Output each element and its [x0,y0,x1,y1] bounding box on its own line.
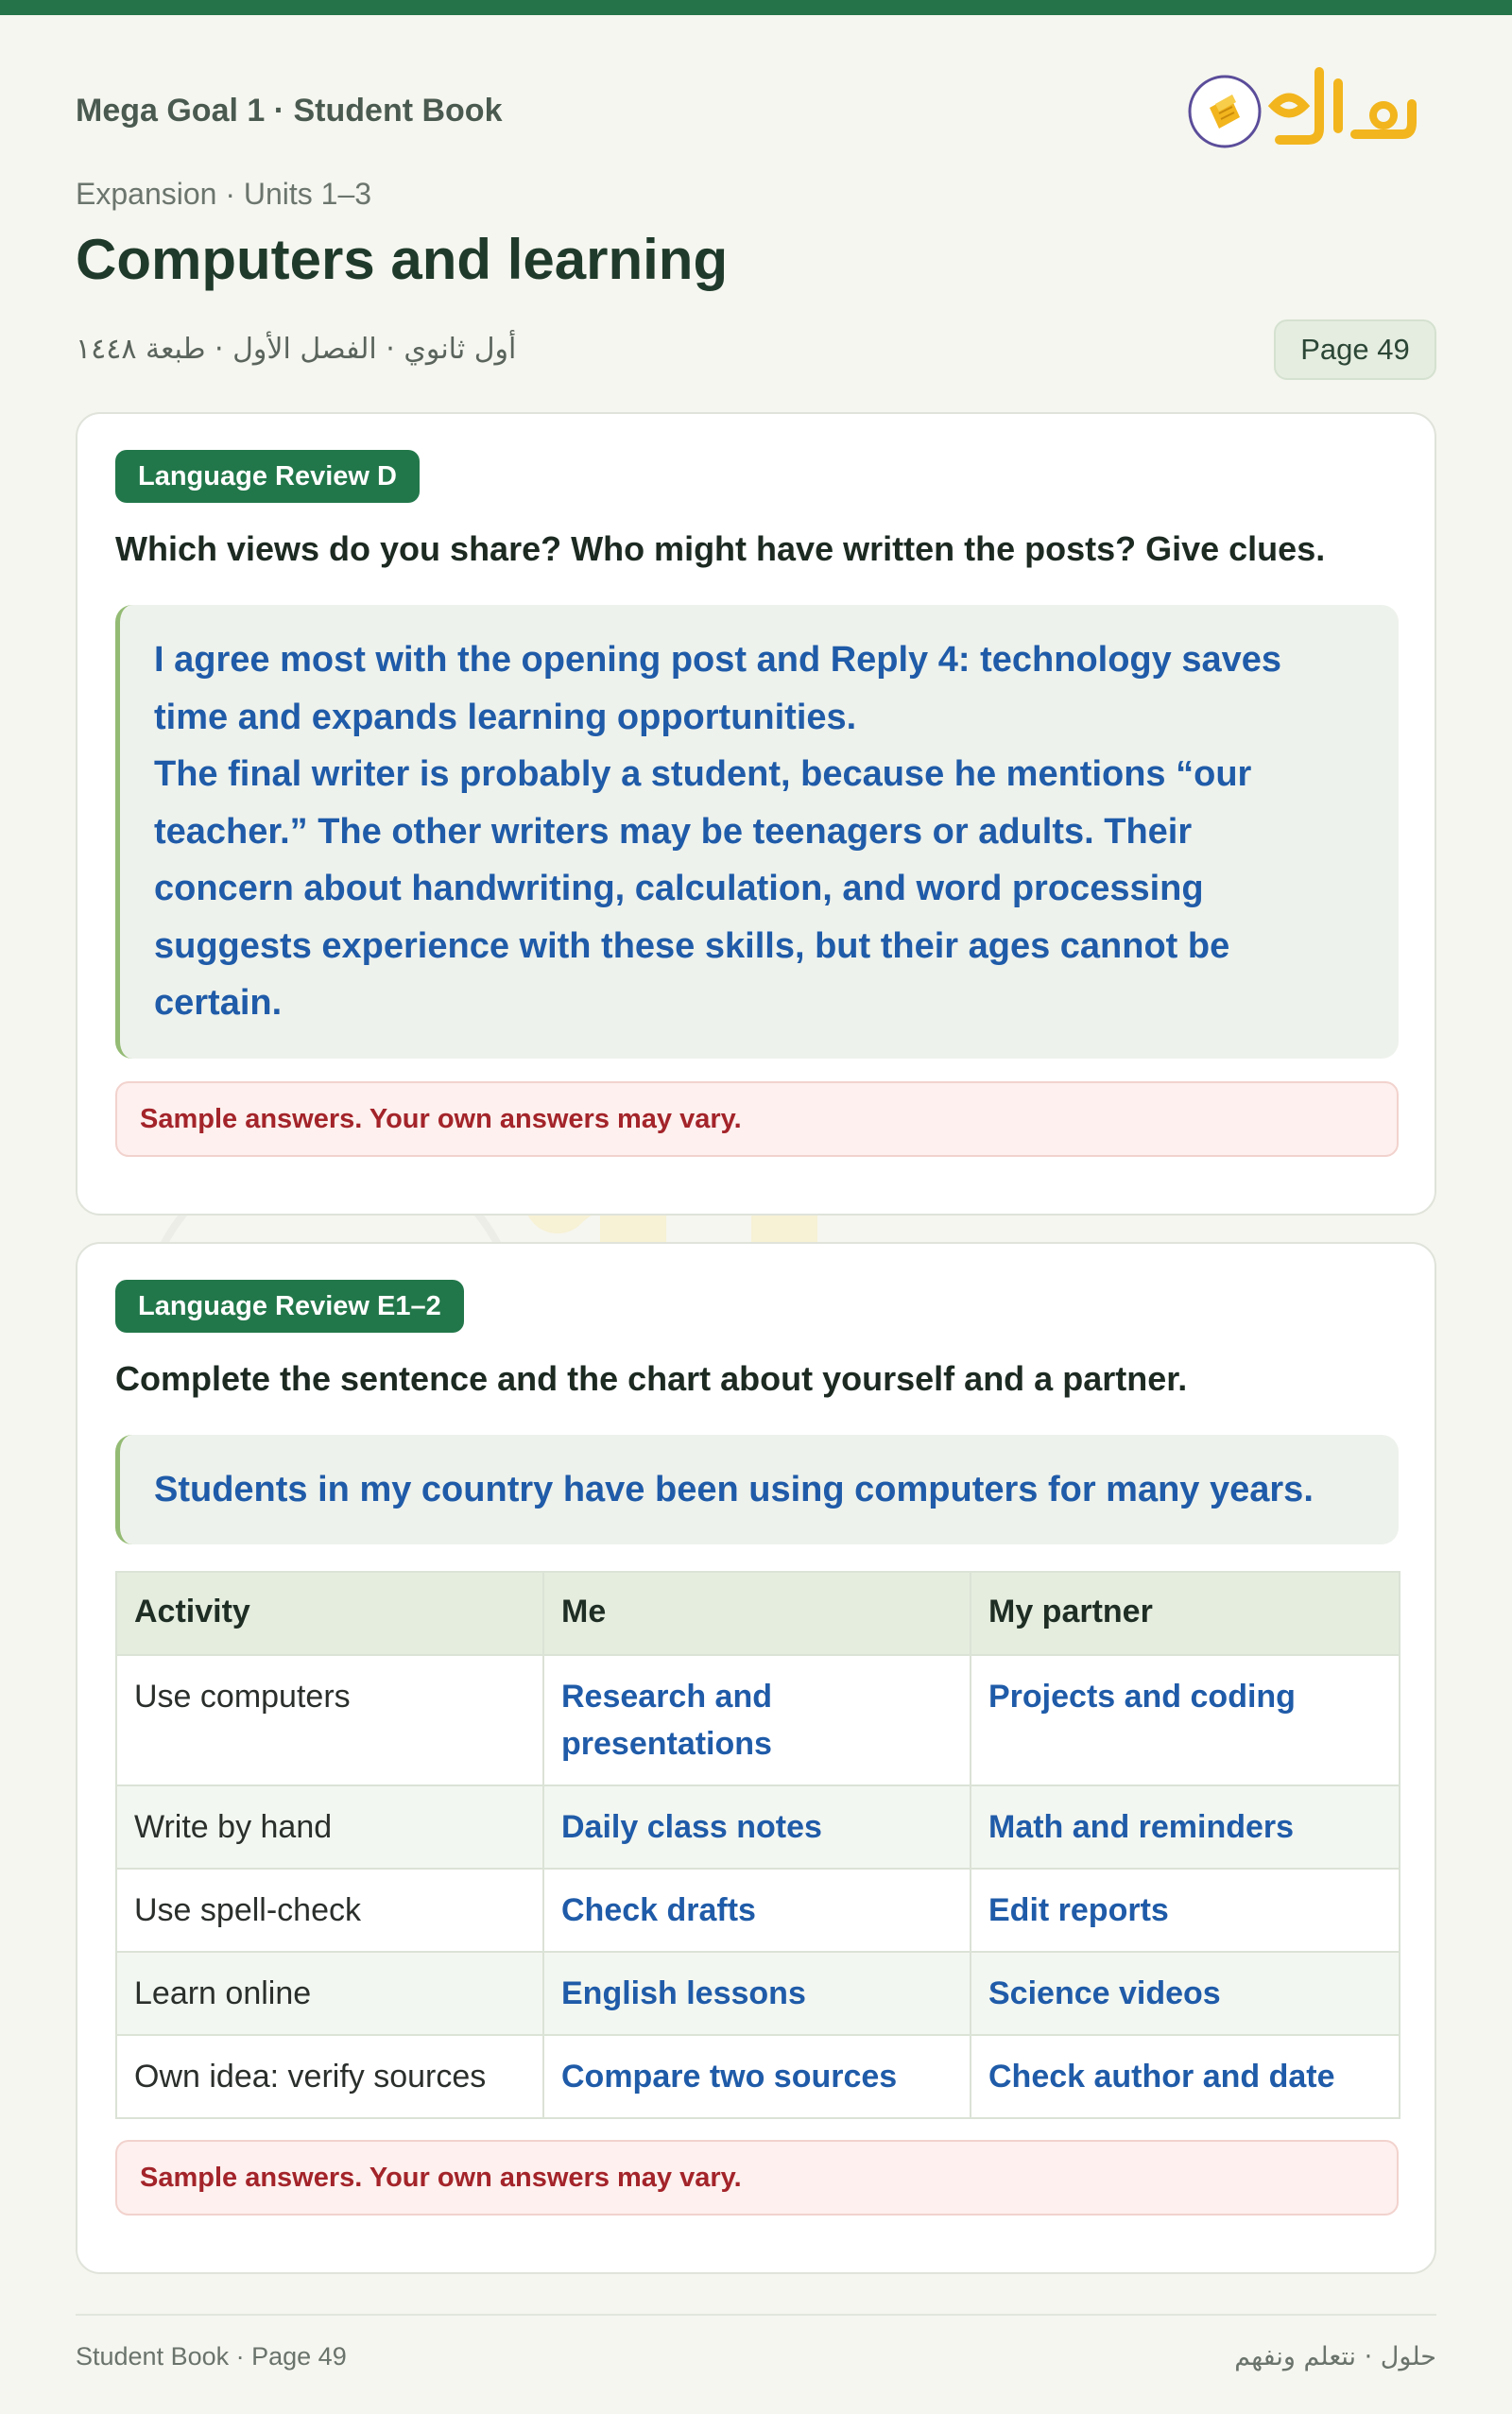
me-cell: English lessons [543,1952,971,2035]
arabic-grade-meta: أول ثانوي · الفصل الأول · طبعة ١٤٤٨ [76,333,517,366]
table-row [116,2035,1400,2118]
activity-cell: Use computers [116,1655,543,1785]
answer-line: certain. [154,983,283,1023]
page-title: Computers and learning [76,228,729,291]
me-cell: Daily class notes [543,1785,971,1869]
question-text: Complete the sentence and the chart about yourself and a partner. [115,1359,1188,1398]
answer-line: teacher.” The other writers may be teenagers or adults. Their [154,811,1193,852]
answer-box [115,605,1399,1059]
partner-cell: Check author and date [971,2035,1400,2118]
activity-cell: Own idea: verify sources [116,2035,543,2118]
table-row [116,1655,1400,1785]
me-cell: Check drafts [543,1869,971,1952]
footer-tagline: حلول · نتعلم ونفهم [1234,2342,1436,2371]
activity-chart [115,1571,1400,2119]
me-cell: Research and presentations [543,1655,971,1785]
answer-line: I agree most with the opening post and Reply 4: technology saves [154,640,1281,680]
answer-line: Students in my country have been using computers for many years. [154,1469,1314,1509]
sample-answers-note: Sample answers. Your own answers may vary. [115,1081,1399,1157]
table-row [116,1785,1400,1869]
answer-line: concern about handwriting, calculation, and word processing [154,869,1204,908]
section-badge: Language Review E1–2 [115,1280,464,1333]
activity-cell: Use spell-check [116,1869,543,1952]
sample-answers-note: Sample answers. Your own answers may vary. [115,2140,1399,2216]
activity-cell: Learn online [116,1952,543,2035]
section-badge: Language Review D [115,450,420,503]
activity-cell: Write by hand [116,1785,543,1869]
breadcrumb: Expansion · Units 1–3 [76,177,372,211]
table-header-row [116,1572,1400,1655]
partner-cell: Science videos [971,1952,1400,2035]
partner-cell: Math and reminders [971,1785,1400,1869]
answer-line: time and expands learning opportunities. [154,697,857,737]
me-cell: Compare two sources [543,2035,971,2118]
column-header-partner: My partner [971,1572,1400,1655]
table-row [116,1952,1400,2035]
language-review-e-card [76,1242,1436,2274]
question-text: Which views do you share? Who might have written the posts? Give clues. [115,529,1326,568]
book-title: Mega Goal 1 · Student Book [76,93,503,129]
answer-line: suggests experience with these skills, but their ages cannot be [154,925,1230,966]
column-header-me: Me [543,1572,971,1655]
top-accent-bar [0,0,1512,15]
language-review-d-card [76,412,1436,1216]
footer-page-label: Student Book · Page 49 [76,2342,347,2371]
answer-box [115,1435,1399,1544]
partner-cell: Edit reports [971,1869,1400,1952]
table-row [116,1869,1400,1952]
footer-divider [76,2314,1436,2316]
hulul-logo [1187,59,1421,161]
page-number-badge: Page 49 [1274,319,1436,380]
partner-cell: Projects and coding [971,1655,1400,1785]
answer-line: The final writer is probably a student, because he mentions “our [154,754,1252,794]
column-header-activity: Activity [116,1572,543,1655]
